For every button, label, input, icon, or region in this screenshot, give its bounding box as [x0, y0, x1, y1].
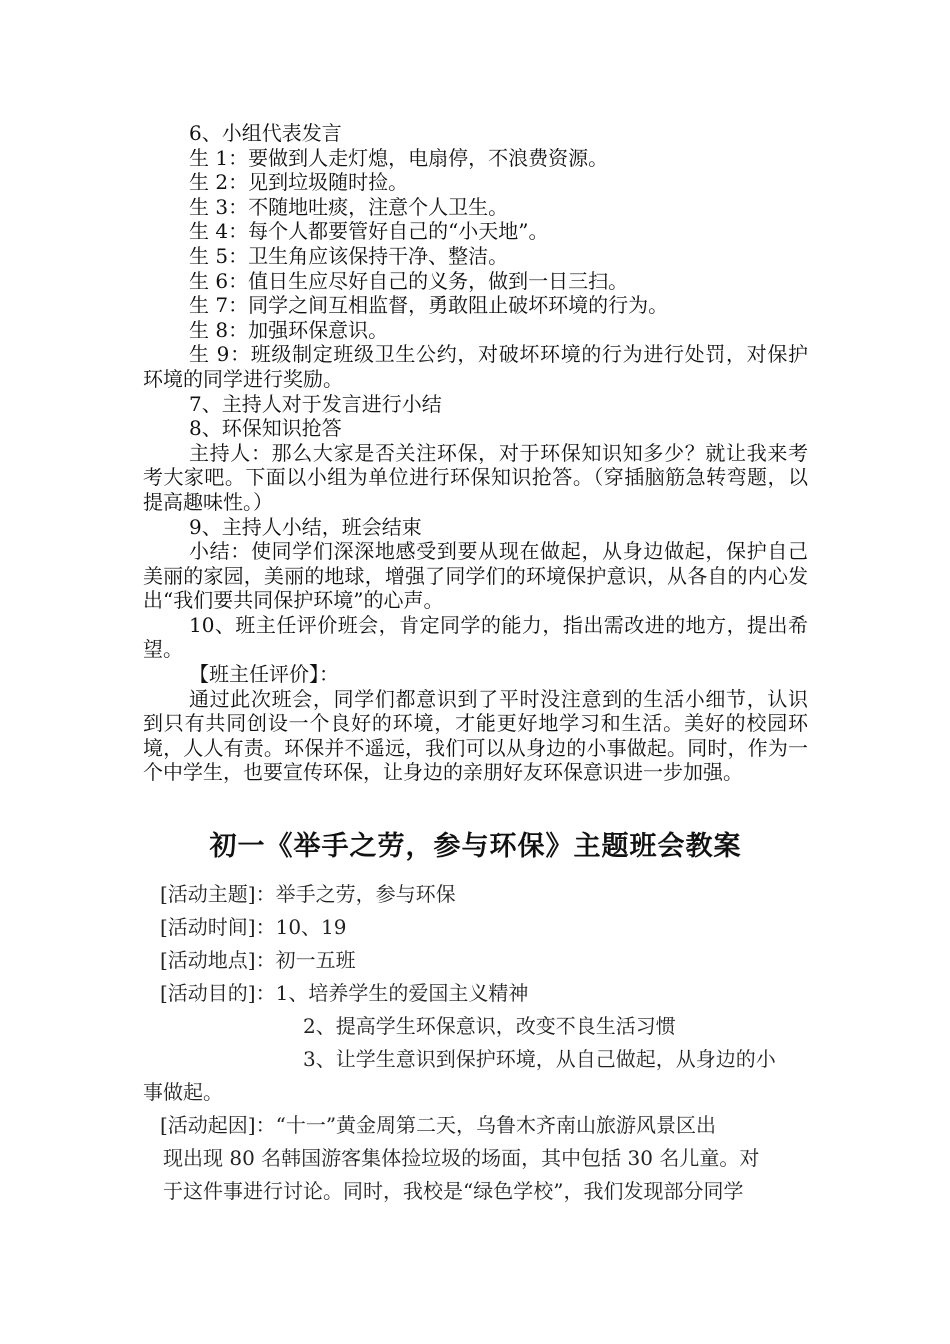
list-item: 10、班主任评价班会，肯定同学的能力，指出需改进的地方，提出希望。 [143, 612, 808, 662]
list-item: 7、主持人对于发言进行小结 [189, 391, 442, 416]
student-statement: 生 9：班级制定班级卫生公约，对破坏环境的行为进行处罚，对保护环境的同学进行奖励。 [143, 342, 808, 391]
student-statement: 生 4：每个人都要管好自己的“小天地”。 [189, 219, 549, 244]
evaluation-heading: 【班主任评价】： [189, 662, 339, 687]
document-title: 初一《举手之劳，参与环保》主题班会教案 [209, 831, 742, 862]
student-statement: 生 8：加强环保意识。 [189, 317, 389, 342]
activity-goal: 3、让学生意识到保护环境，从自己做起，从身边的小 [303, 1047, 776, 1071]
host-paragraph: 主持人：那么大家是否关注环保，对于环保知识知多少？就让我来考考大家吧。下面以小组为单位进行环保知识抢答。（穿插脑筋急转弯题，以提高趣味性。） [143, 440, 808, 514]
list-item: 9、主持人小结，班会结束 [189, 514, 422, 539]
activity-theme: [活动主题]：举手之劳，参与环保 [160, 882, 456, 906]
activity-plan [143, 878, 808, 1208]
student-statement: 生 7：同学之间互相监督，勇敢阻止破坏环境的行为。 [189, 293, 669, 318]
student-statement: 生 2：见到垃圾随时捡。 [189, 170, 409, 195]
student-statement: 生 1：要做到人走灯熄，电扇停，不浪费资源。 [189, 145, 609, 170]
activity-goal: [活动目的]：1、培养学生的爱国主义精神 [160, 981, 529, 1005]
evaluation-paragraph: 通过此次班会，同学们都意识到了平时没注意到的生活小细节，认识到只有共同创设一个良好的环境，才能更好地学习和生活。美好的校园环境，人人有责。环保并不遥远，我们可以从身边的小事做起。同时，作为一个中学生，也要宣传环保，让身边的亲朋好友环保意识进一步加强。 [143, 686, 808, 785]
activity-goal: 2、提高学生环保意识，改变不良生活习惯 [303, 1014, 676, 1038]
activity-cause: 于这件事进行讨论。同时，我校是“绿色学校”，我们发现部分同学 [163, 1179, 744, 1203]
student-statement: 生 6：值日生应尽好自己的义务，做到一日三扫。 [189, 268, 629, 293]
activity-time: [活动时间]：10、19 [160, 915, 347, 939]
body-text [143, 121, 808, 785]
list-item: 6、小组代表发言 [189, 121, 342, 145]
student-statement: 生 5：卫生角应该保持干净、整洁。 [189, 243, 509, 268]
activity-cause: [活动起因]：“十一”黄金周第二天，乌鲁木齐南山旅游风景区出 [160, 1113, 717, 1137]
activity-goal-continued: 事做起。 [143, 1080, 223, 1104]
activity-cause: 现出现 80 名韩国游客集体捡垃圾的场面，其中包括 30 名儿童。对 [163, 1146, 760, 1170]
activity-place: [活动地点]：初一五班 [160, 948, 356, 972]
summary-paragraph: 小结：使同学们深深地感受到要从现在做起，从身边做起，保护自己美丽的家园，美丽的地球，增强了同学们的环境保护意识，从各自的内心发出“我们要共同保护环境”的心声。 [143, 539, 808, 613]
list-item: 8、环保知识抢答 [189, 416, 342, 441]
student-statement: 生 3：不随地吐痰，注意个人卫生。 [189, 194, 509, 219]
